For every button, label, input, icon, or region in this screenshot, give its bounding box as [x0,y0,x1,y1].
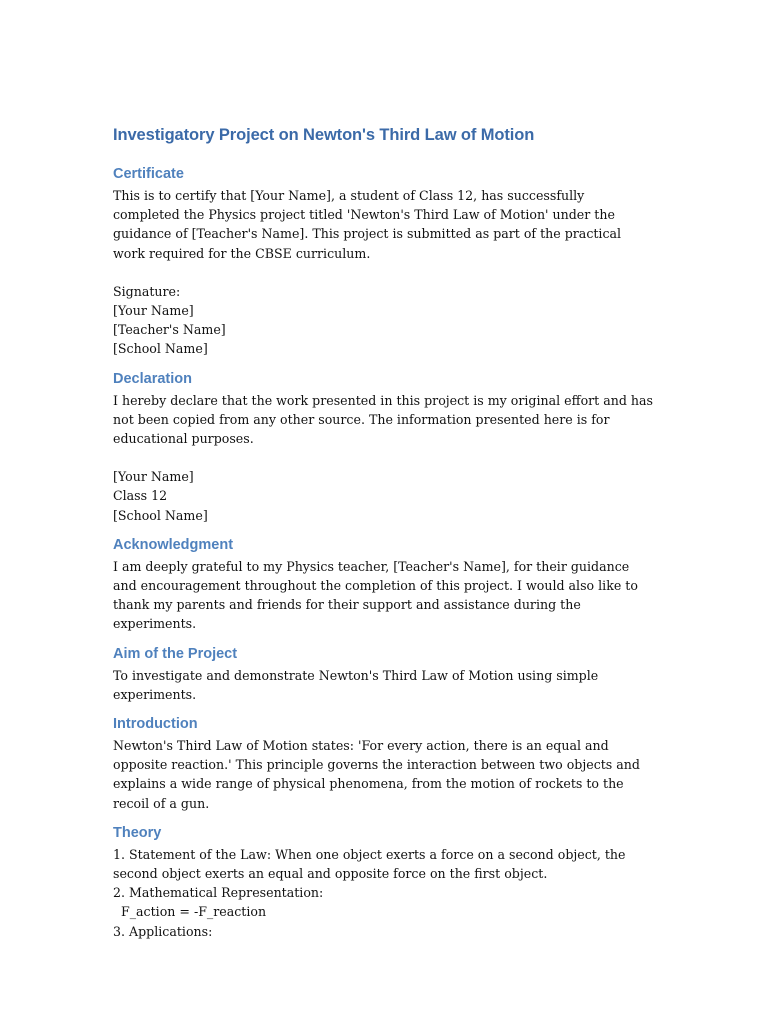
aim-heading: Aim of the Project [113,645,238,662]
certificate-heading: Certificate [113,166,184,182]
introduction-section [113,714,653,813]
certificate-section [113,164,653,359]
theory-item-statement: 1. Statement of the Law: When one object exerts a force on a second object, the second object exerts an equal and opposite force on the first object. [113,846,626,882]
teacher-name-placeholder: [Teacher's Name] [113,322,226,338]
certificate-text: This is to certify that [Your Name], a student of Class 12, has successfully completed the Physics project titled 'Newton's Third Law of Motion' under the guidance of [Teacher's Name]. This project is submitted as part of the practical work required for the CBSE curriculum. [113,188,622,261]
school-name-placeholder: [School Name] [113,507,208,523]
signature-label: Signature: [113,283,181,299]
paragraph-gap [113,263,653,282]
school-name-placeholder: [School Name] [113,341,208,357]
declaration-heading: Declaration [113,370,192,387]
class-label: Class 12 [113,488,168,504]
acknowledgment-text: I am deeply grateful to my Physics teacher, [Teacher's Name], for their guidance and encouragement throughout the completion of this project. I would also like to thank my parents and friends for their support and assistance during the experiments. [113,558,638,632]
aim-text: To investigate and demonstrate Newton's Third Law of Motion using simple experiments. [113,667,599,702]
theory-section [113,823,653,941]
document-body [113,124,653,951]
acknowledgment-heading: Acknowledgment [113,536,234,553]
theory-item-math: 2. Mathematical Representation: [113,885,324,901]
aim-section [113,644,653,704]
declaration-section [113,369,653,525]
introduction-text: Newton's Third Law of Motion states: 'For every action, there is an equal and opposite reaction.' This principle governs the interaction between two objects and explains a wide range of physical phenomena, from the motion of rockets to the recoil of a gun. [113,738,640,811]
acknowledgment-section [113,535,653,634]
student-name-placeholder: [Your Name] [113,469,194,485]
document-title: Investigatory Project on Newton's Third Law of Motion [113,126,535,144]
introduction-heading: Introduction [113,716,198,733]
theory-item-applications: 3. Applications: [113,923,213,939]
theory-formula: F_action = -F_reaction [113,904,267,920]
student-name-placeholder: [Your Name] [113,303,194,319]
paragraph-gap [113,448,653,467]
theory-heading: Theory [113,824,162,841]
declaration-text: I hereby declare that the work presented in this project is my original effort and has not been copied from any other source. The information presented here is for educational purposes. [113,392,654,447]
